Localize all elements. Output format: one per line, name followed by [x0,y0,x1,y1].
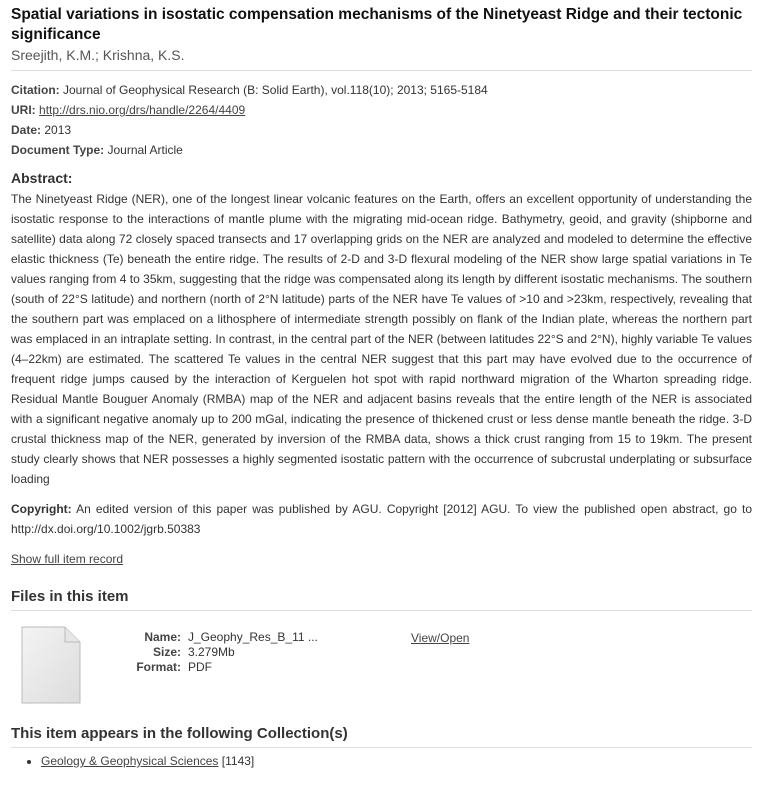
uri-label: URI: [11,103,36,117]
uri-field [11,100,752,120]
doctype-label: Document Type: [11,143,105,157]
files-heading: Files in this item [11,588,129,605]
divider [11,747,752,748]
file-size-label: Size: [152,645,181,659]
file-name-label: Name: [144,630,181,644]
copyright-field [11,499,752,539]
date-value: 2013 [44,123,72,137]
citation-value: Journal of Geophysical Research (B: Solid Earth), vol.118(10); 2013; 5165-5184 [63,83,488,97]
collections-heading: This item appears in the following Collection(s) [11,725,348,742]
file-list [11,611,752,721]
file-size-row [116,645,346,660]
file-format-label: Format: [136,660,181,674]
date-label: Date: [11,123,42,137]
file-name-row [116,630,346,645]
list-item [41,751,752,771]
citation-label: Citation: [11,83,60,97]
file-size-value: 3.279Mb [188,645,235,659]
abstract-heading: Abstract: [11,170,73,186]
uri-link[interactable]: http://drs.nio.org/drs/handle/2264/4409 [39,103,246,117]
collections-list [11,751,752,771]
page-title: Spatial variations in isostatic compensation mechanisms of the Ninetyeast Ridge and their tectonic significance [11,6,743,43]
file-format-value: PDF [188,660,212,674]
citation-field [11,80,752,100]
date-field [11,120,752,140]
show-full-record-link[interactable]: Show full item record [11,552,124,566]
copyright-text: An edited version of this paper was published by AGU. Copyright [2012] AGU. To view the published open abstract, go to http://dx.doi.org/10.1002/jgrb.50383 [11,502,752,536]
collection-link[interactable]: Geology & Geophysical Sciences [41,754,219,768]
abstract-text: The Ninetyeast Ridge (NER), one of the longest linear volcanic features on the Earth, offers an excellent opportunity of understanding the isostatic response to the interactions of mantle plume with the migrating mid-ocean ridge. Bathymetry, geoid, and gravity (shipborne and satellite) data along 72 closely spaced transects and 17 overlapping grids on the NER are analyzed and modeled to determine the effective elastic thickness (Te) beneath the entire ridge. The results of 2-D and 3-D flexural modeling of the NER show large spatial variations in Te values ranging from 4 to 35km, suggesting that the ridge was compensated along its length by different isostatic mechanisms. The southern (south of 22°S latitude) and northern (north of 2°N latitude) parts of the NER have Te values of >10 and >23km, respectively, revealing that the southern part was emplaced on a lithosphere of intermediate strength possibly on flank of the Indian plate, whereas the northern part was emplaced in an intraplate setting. In contrast, in the central part of the NER (between latitudes 22°S and 2°N), highly variable Te values (4–22km) are estimated. The scattered Te values in the central NER suggest that this part may have evolved due to the occurrence of frequent ridge jumps caused by the interaction of Kerguelen hot spot with rapid northward migration of the Wharton spreading ridge. Residual Mantle Bouguer Anomaly (RMBA) map of the NER and adjacent basins reveals that the entire length of the NER is associated with a significant negative anomaly up to 200 mGal, indicating the presence of thickened crust or less dense mantle beneath the ridge. 3-D crustal thickness map of the NER, generated by inversion of the RMBA data, shows a thick crust ranging from 15 to 19km. The present study clearly shows that NER possesses a highly segmented isostatic pattern with the occurrence of subcrustal underplating or subsurface loading [11,192,752,486]
collection-count: [1143] [221,754,255,768]
doctype-value: Journal Article [107,143,183,157]
view-open-link[interactable]: View/Open [411,631,470,645]
file-format-row [116,660,346,675]
item-view [11,5,752,771]
document-icon[interactable] [21,626,81,704]
copyright-label: Copyright: [11,502,72,516]
item-authors: Sreejith, K.M.; Krishna, K.S. [11,47,185,63]
doctype-field [11,140,752,160]
file-name-value: J_Geophy_Res_B_11 ... [188,630,318,644]
divider [11,70,752,71]
